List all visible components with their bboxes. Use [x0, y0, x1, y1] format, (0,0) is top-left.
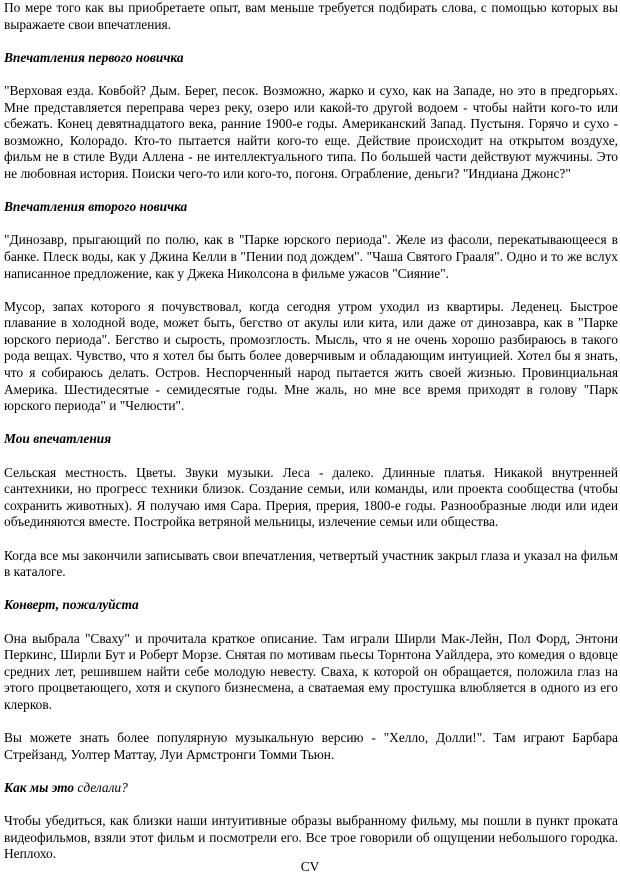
section-heading-first-novice: Впечатления первого новичка [4, 49, 184, 65]
page-number: CV [300, 859, 320, 874]
section-heading-second-novice: Впечатления второго новичка [4, 199, 188, 215]
intro-paragraph: По мере того как вы приобретаете опыт, вам меньше требуется подбирать слова, с помощью которых вы выражаете свои впечатления. [4, 0, 618, 32]
second-novice-paragraph-1: "Динозавр, прыгающий по полю, как в "Парке юрского периода". Желе из фасоли, перекатывающееся в банке. Плеск воды, как у Джина Келли в "Пении под дождем". "Чаша Святого Грааля". Одно и то же вслух написанное предложение, как у Джека Николсона в фильме ужасов "Сияние". [4, 232, 618, 281]
my-impressions-paragraph-1: Сельская местность. Цветы. Звуки музыки. Леса - далеко. Длинные платья. Никакой внутренней сантехники, но прогресс техники близок. Создание семьи, или команды, или проекта сообщества (чтобы сохранить животных). Я получаю имя Сара. Прерия, прерия, 1800-е годы. Разнообразные люди или идеи объединяются вместе. Постройка ветряной мельницы, излечение семьи или общества. [4, 464, 618, 530]
envelope-paragraph-1: Она выбрала "Сваху" и прочитала краткое описание. Там играли Ширли Мак-Лейн, Пол Форд, Энтони Перкинс, Ширли Бут и Роберт Морзе. Снятая по мотивам пьесы Торнтона Уайлдера, это комедия о вдовце средних лет, решившем найти себе молодую невесту. Сваха, к которой он обращается, положила глаз на этого процветающего, хотя и скупого бизнесмена, а сватаемая ему простушка влюбляется в одного из его клерков. [4, 630, 618, 712]
my-impressions-paragraph-2: Когда все мы закончили записывать свои впечатления, четвертый участник закрыл глаза и указал на фильм в каталоге. [4, 547, 618, 580]
envelope-paragraph-2: Вы можете знать более популярную музыкальную версию - "Хелло, Долли!". Там играют Барбара Стрейзанд, Уолтер Маттау, Луи Армстронги Томми Тьюн. [4, 730, 618, 762]
how-we-did-it-paragraph: Чтобы убедиться, как близки наши интуитивные образы выбранному фильму, мы пошли в пункт проката видеофильмов, взяли этот фильм и посмотрели его. Все трое говорили об ощущении небольшого городка. Неплохо. [4, 813, 618, 862]
section-heading-how-we-did-it [4, 780, 618, 797]
heading-bold-part: Как мы это [4, 779, 75, 795]
section-heading-my-impressions: Мои впечатления [4, 431, 112, 447]
document-page [4, 0, 618, 863]
section-heading-envelope: Конверт, пожалуйста [4, 597, 139, 613]
second-novice-paragraph-2: Мусор, запах которого я почувствовал, когда сегодня утром уходил из квартиры. Леденец. Быстрое плавание в холодной воде, может быть, бегство от акулы или кита, или даже от динозавра, как в "Парке юрского периода". Бегство и сырость, промозглость. Мысль, что я не очень хорошо разбираюсь в такого рода вещах. Чувство, что я хотел бы быть более доверчивым и обладающим интуицией. Хотел бы я знать, что я собираюсь делать. Остров. Неспорченный народ пытается жить своей жизнью. Провинциальная Америка. Шестидесятые - семидесятые годы. Мне жаль, но мне все время приходят в голову "Парк юрского периода" и "Челюсти". [4, 298, 618, 414]
heading-normal-part: сделали? [74, 779, 128, 795]
first-novice-paragraph: "Верховая езда. Ковбой? Дым. Берег, песок. Возможно, жарко и сухо, как на Западе, но это в предгорьях. Мне представляется переправа через реку, озеро или какой-то другой водоем - чтобы найти кого-то или сбежать. Конец девятнадцатого века, ранние 1900-е годы. Американский Запад. Пустыня. Горячо и сухо - возможно, Колорадо. Кто-то пытается найти кого-то еще. Действие происходит на открытом воздухе, фильм не в стиле Вуди Аллена - не интеллектуального типа. По большей части действуют мужчины. Это не любовная история. Поиски чего-то или кого-то, погоня. Ограбление, деньги? "Индиана Джонс?" [4, 82, 618, 181]
